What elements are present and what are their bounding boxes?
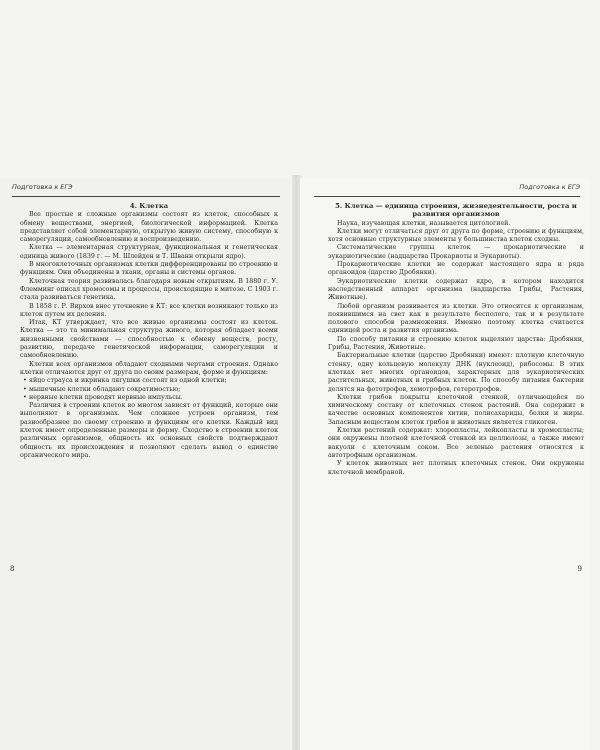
bullet-item: • мышечные клетки обладают сократимостью; xyxy=(20,386,278,394)
paragraph: Клеточная теория развивалась благодаря новым открытиям. В 1880 г. У. Флемминг описал хромосомы и процессы, происходящие в митозе. С 1903 г. стала развиваться генетика. xyxy=(20,277,278,302)
paragraph: Клетки всех организмов обладают сходными чертами строения. Однако клетки отличаются друг от друга по своим размерам, форме и функциям: xyxy=(20,360,278,376)
paragraph: Клетки растений содержат: хлоропласты, лейкопласты и хромопласты; они окружены плотной клеточной стенкой из целлюлозы, а также имеют вакуоли с клеточным соком. Все зеленые растения относятся к автотрофным организмам. xyxy=(328,427,584,459)
right-page-content xyxy=(328,202,584,477)
left-page xyxy=(0,178,290,750)
bullet-item: • нервные клетки проводят нервные импульсы. xyxy=(20,394,278,402)
left-page-content xyxy=(20,202,278,460)
left-running-header: Подготовка к ЕГЭ xyxy=(12,183,280,197)
right-running-header: Подготовка к ЕГЭ xyxy=(314,183,580,197)
paragraph: В многоклеточных организмах клетки дифференцированы по строению и функциям. Они объединены в ткани, органы и системы органов. xyxy=(20,261,278,277)
left-page-number: 8 xyxy=(10,565,15,573)
right-page xyxy=(300,178,590,750)
paragraph: Эукариотические клетки содержат ядро, в котором находится наследственный аппарат организма (надцарства Грибы, Растения, Животные). xyxy=(328,277,584,302)
paragraph: Клетка — элементарная структурная, функциональная и генетическая единица живого (1839 г. — М. Шлейден и Т. Шванн открыли ядро). xyxy=(20,244,278,260)
left-section-title: 4. Клетка xyxy=(129,202,169,210)
paragraph: Итак, КТ утверждает, что все живые организмы состоят из клеток. Клетка — это та минимальная структура живого, которая обладает всеми жизненными свойствами — способностью к обмену веществ, росту, развитию, передаче генетической информации, саморегуляции и самообновлению. xyxy=(20,319,278,360)
paragraph: У клеток животных нет плотных клеточных стенок. Они окружены клеточной мембраной. xyxy=(328,460,584,476)
paragraph: Клетки грибов покрыты клеточной стенкой, отличающейся по химическому составу от клеточных стенок растений. Она содержит в качестве основных компонентов хитин, полисахариды, белки и жиры. Запасным веществом клеток грибов и животных является гликоген. xyxy=(328,393,584,426)
paragraph: Клетки могут отличаться друг от друга по форме, строению и функциям, хотя основные структурные элементы у большинства клеток сходны. xyxy=(328,227,584,244)
right-page-number: 9 xyxy=(577,565,582,573)
paragraph: Наука, изучающая клетки, называется цитологией. xyxy=(337,219,511,227)
paragraph: В 1858 г. Р. Вирхов внес уточнение в КТ: все клетки возникают только из клеток путем их деления. xyxy=(20,302,278,318)
paragraph: Бактериальные клетки (царство Дробянки) имеют: плотную клеточную стенку, одну кольцевую молекулу ДНК (нуклеоид), рибосомы. В этих клетках нет многих органоидов, характерных для эукариотических растительных, животных и грибных клеток. По способу питания бактерии делятся на фототрофов, хемотрофов, гетеротрофов. xyxy=(328,352,584,393)
paragraph: Систематические группы клеток — прокариотические и эукариотические (надцарства Прокариоты и Эукариоты). xyxy=(328,244,584,260)
bullet-item: • яйцо страуса и икринка лягушки состоят из одной клетки; xyxy=(20,377,278,385)
paragraph: Все простые и сложные организмы состоят из клеток, способных к обмену веществами, энергией, биологической информацией. Клетка представляет собой элементарную, открытую живую систему, способную к саморегуляции, самообновлению и воспроизведению. xyxy=(20,211,278,244)
paragraph: Прокариотические клетки не содержат настоящего ядра и ряда органоидов (царство Дробянки). xyxy=(328,261,584,277)
right-section-title: 5. Клетка — единица строения, жизнедеятельности, роста и развития организмов xyxy=(335,202,577,219)
paragraph: По способу питания и строению клеток выделяют царства: Дробянки, Грибы, Растения, Животные. xyxy=(328,335,584,352)
paragraph: Различия в строении клеток во многом зависят от функций, которые они выполняют в организмах. Чем сложнее устроен организм, тем разнообразнее по своему строению и функциям его клетки. Каждый вид клеток имеет определенные размеры и форму. Сходство в строении клеток различных организмов, общность их основных свойств подтверждают общность их происхождения и позволяют сделать вывод о единстве органического мира. xyxy=(20,402,278,459)
paragraph: Любой организм развивается из клетки. Это относится к организмам, появившимся на свет как в результате бесполого, так и в результате полового способов размножения. Именно поэтому клетка считается единицей роста и развития организма. xyxy=(328,302,584,335)
